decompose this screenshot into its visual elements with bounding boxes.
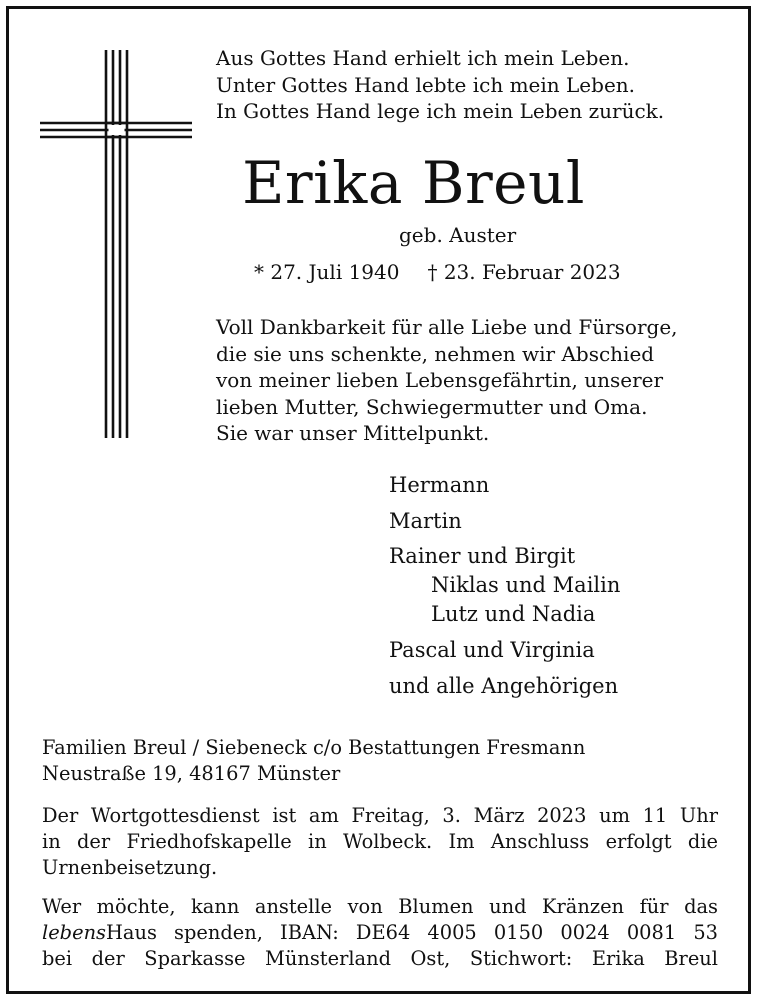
donation-iban: Haus spenden, IBAN: DE64 4005 0150 0024 0081 53 [106, 921, 718, 945]
mourner-rainer: Rainer und Birgit [389, 544, 576, 568]
mourner-martin: Martin [389, 509, 462, 533]
birth-name: geb. Auster [399, 223, 517, 247]
contact-address [42, 735, 718, 787]
message-line: die sie uns schenkte, nehmen wir Abschied [216, 341, 655, 366]
mourner-pascal: Pascal und Virginia [389, 638, 595, 662]
service-line: in der Friedhofskapelle in Wolbeck. Im Anschluss erfolgt die [42, 830, 718, 854]
life-dates [254, 258, 621, 286]
mourner-all: und alle Angehörigen [389, 674, 619, 698]
birth-date: * 27. Juli 1940 [254, 260, 400, 284]
verse-line: In Gottes Hand lege ich mein Leben zurück. [216, 99, 665, 123]
cross-icon [40, 50, 192, 438]
mourner-hermann: Hermann [389, 473, 490, 497]
mourner-lutz: Lutz und Nadia [431, 602, 596, 626]
message-line: Sie war unser Mittelpunkt. [216, 421, 490, 445]
bible-verse [216, 45, 664, 125]
address-line: Neustraße 19, 48167 Münster [42, 762, 341, 786]
death-date: † 23. Februar 2023 [427, 260, 621, 284]
farewell-message [216, 314, 678, 447]
deceased-name: Erika Breul [242, 149, 585, 217]
donation-line: bei der Sparkasse Münsterland Ost, Stichwort: Erika Breul [42, 947, 718, 971]
service-line: Urnenbeisetzung. [42, 856, 218, 880]
service-notice [42, 803, 718, 882]
verse-line: Unter Gottes Hand lebte ich mein Leben. [216, 72, 636, 97]
donation-line: Wer möchte, kann anstelle von Blumen und Kränzen für das [42, 895, 718, 918]
message-line: Voll Dankbarkeit für alle Liebe und Fürsorge, [216, 315, 678, 339]
message-line: lieben Mutter, Schwiegermutter und Oma. [216, 394, 648, 419]
donation-line [42, 920, 718, 946]
donation-notice [42, 894, 718, 973]
service-line: Der Wortgottesdienst ist am Freitag, 3. März 2023 um 11 Uhr [42, 804, 718, 827]
lebens-italic: lebens [42, 921, 107, 945]
verse-line: Aus Gottes Hand erhielt ich mein Leben. [216, 46, 630, 70]
address-line: Familien Breul / Siebeneck c/o Bestattungen Fresmann [42, 736, 586, 759]
message-line: von meiner lieben Lebensgefährtin, unserer [216, 368, 664, 392]
mourner-niklas: Niklas und Mailin [431, 573, 621, 597]
